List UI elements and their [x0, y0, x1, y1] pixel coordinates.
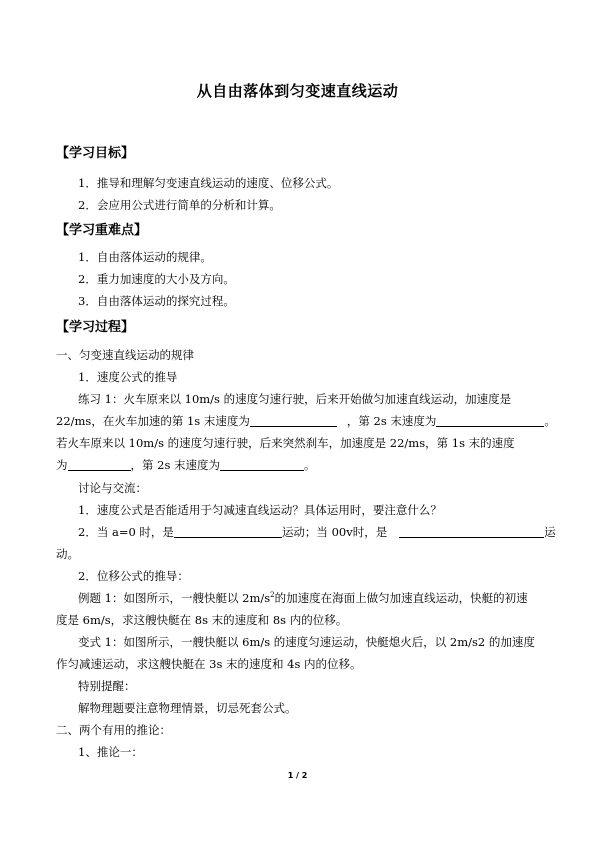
answer-blank [399, 525, 544, 538]
process-heading: 【学习过程】 [56, 320, 135, 335]
goal-item: 2．会应用公式进行简单的分析和计算。 [78, 198, 281, 212]
answer-blank [68, 458, 131, 471]
key-point-item: 3．自由落体运动的探究过程。 [78, 294, 235, 308]
goals-heading: 【学习目标】 [56, 146, 135, 161]
answer-blank [250, 414, 337, 427]
part2-title: 二、两个有用的推论： [56, 723, 171, 737]
reminder-text: 解物理题要注意物理情景，切忌死套公式。 [78, 701, 297, 715]
answer-blank [220, 458, 304, 471]
corollary1-title: 1、推论一： [78, 745, 143, 759]
variant1-line2: 作匀减速运动，求这艘快艇在 3s 末的速度和 4s 内的位移。 [56, 657, 362, 671]
exercise1-line4: 为 ，第 2s 末速度为 。 [56, 458, 316, 472]
exercise1-line1: 练习 1：火车原来以 10m/s 的速度匀速行驶，后来开始做匀加速直线运动，加速度是 [78, 392, 512, 406]
discussion-question-2-cont: 动。 [56, 547, 79, 561]
page-title: 从自由落体到匀变速直线运动 [196, 82, 399, 100]
part1-title: 一、匀变速直线运动的规律 [56, 348, 194, 362]
sub1-title: 1．速度公式的推导 [78, 370, 178, 384]
variant1-line1: 变式 1：如图所示，一艘快艇以 6m/s 的速度匀速运动，快艇熄火后，以 2m/s2 的加速度 [78, 635, 535, 649]
reminder-title: 特别提醒： [78, 679, 136, 693]
exercise1-line2: 22/ms，在火车加速的第 1s 末速度为 ，第 2s 末速度为 。 [56, 414, 556, 428]
discussion-title: 讨论与交流： [78, 481, 147, 495]
key-points-heading: 【学习重难点】 [56, 223, 148, 238]
example1-line1: 例题 1：如图所示，一艘快艇以 $2m/s^2$的加速度在海面上做匀加速直线运动，快艇的初速 [78, 591, 528, 605]
sub2-title: 2．位移公式的推导： [78, 569, 189, 583]
answer-blank [174, 525, 282, 538]
key-point-item: 1．自由落体运动的规律。 [78, 250, 212, 264]
goal-item: 1．推导和理解匀变速直线运动的速度、位移公式。 [78, 176, 339, 190]
example1-line2: 度是 6m/s，求这艘快艇在 8s 末的速度和 8s 内的位移。 [56, 613, 348, 627]
key-point-item: 2．重力加速度的大小及方向。 [78, 272, 235, 286]
page-number: 1 / 2 [287, 771, 308, 780]
discussion-question-1: 1．速度公式是否能适用于匀减速直线运动？具体运用时，要注意什么？ [78, 503, 442, 517]
discussion-question-2: 2．当 a=0 时，是 运动；当 00v时，是 运 [78, 525, 556, 539]
answer-blank [436, 414, 544, 427]
exercise1-line3: 若火车原来以 10m/s 的速度匀速行驶，后来突然刹车，加速度是 22/ms，第 1s 末的速度 [56, 436, 515, 450]
